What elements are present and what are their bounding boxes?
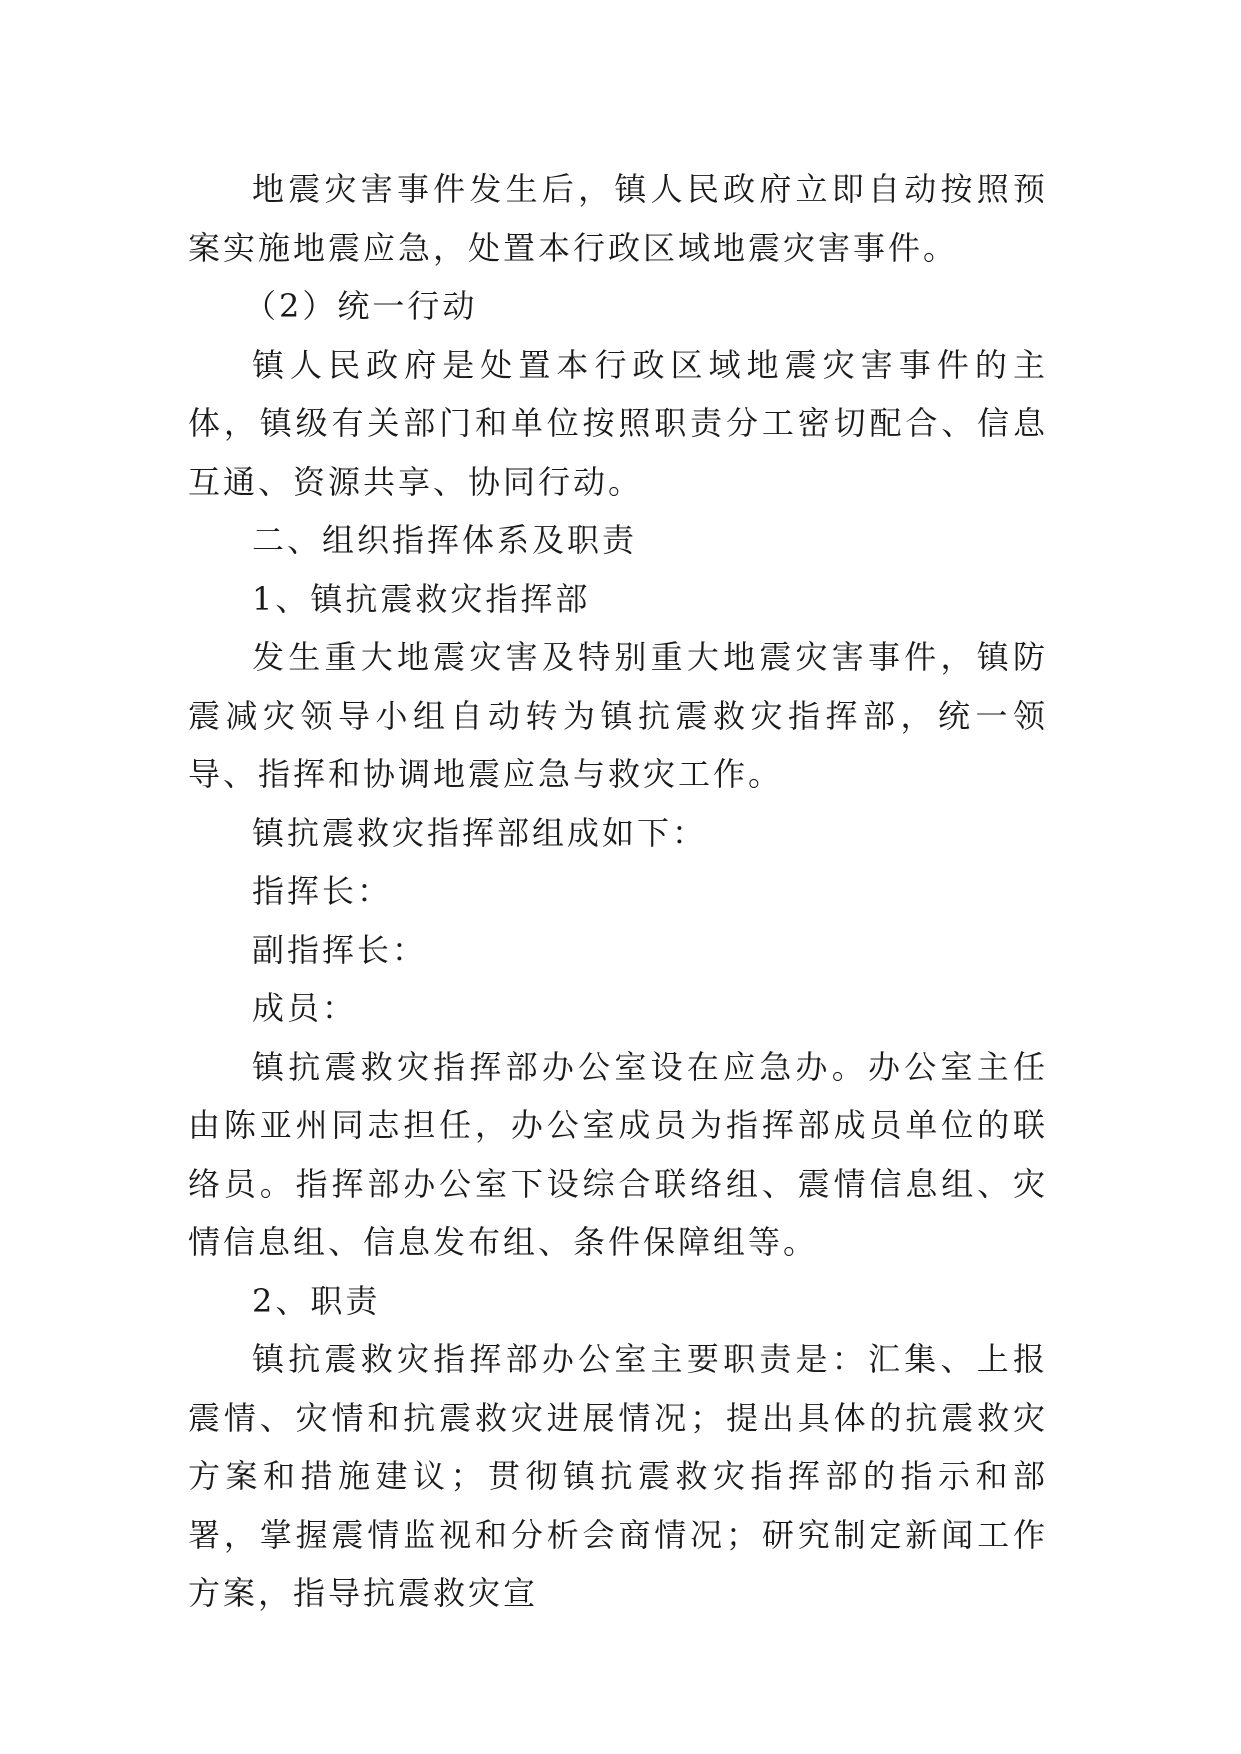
paragraph-unified-action: 镇人民政府是处置本行政区域地震灾害事件的主体，镇级有关部门和单位按照职责分工密切配合、信息互通、资源共享、协同行动。 (188, 345, 1048, 501)
paragraph-office: 镇抗震救灾指挥部办公室设在应急办。办公室主任由陈亚州同志担任，办公室成员为指挥部成员单位的联络员。指挥部办公室下设综合联络组、震情信息组、灾情信息组、信息发布组、条件保障组等。 (188, 1047, 1048, 1261)
paragraph-command-center: 发生重大地震灾害及特别重大地震灾害事件，镇防震减灾领导小组自动转为镇抗震救灾指挥部，统一领导、指挥和协调地震应急与救灾工作。 (188, 638, 1048, 793)
paragraph-disaster-response: 地震灾害事件发生后，镇人民政府立即自动按照预案实施地震应急，处置本行政区域地震灾害事件。 (188, 170, 1048, 267)
paragraph-duties: 镇抗震救灾指挥部办公室主要职责是：汇集、上报震情、灾情和抗震救灾进展情况；提出具体的抗震救灾方案和措施建议；贯彻镇抗震救灾指挥部的指示和部署，掌握震情监视和分析会商情况；研究制定新闻工作方案，指导抗震救灾宣 (188, 1340, 1048, 1612)
paragraph-commander: 指挥长： (252, 872, 393, 910)
section-heading-organization: 二、组织指挥体系及职责 (252, 521, 638, 559)
paragraph-composition: 镇抗震救灾指挥部组成如下： (252, 813, 708, 852)
section-heading-duties: 2、职责 (252, 1281, 381, 1320)
subheading-unified-action: （2）统一行动 (244, 287, 478, 325)
paragraph-deputy-commander: 副指挥长： (252, 930, 428, 969)
paragraph-members: 成员： (252, 989, 358, 1027)
document-body (188, 160, 1048, 1623)
section-heading-command-center: 1、镇抗震救灾指挥部 (252, 579, 591, 618)
